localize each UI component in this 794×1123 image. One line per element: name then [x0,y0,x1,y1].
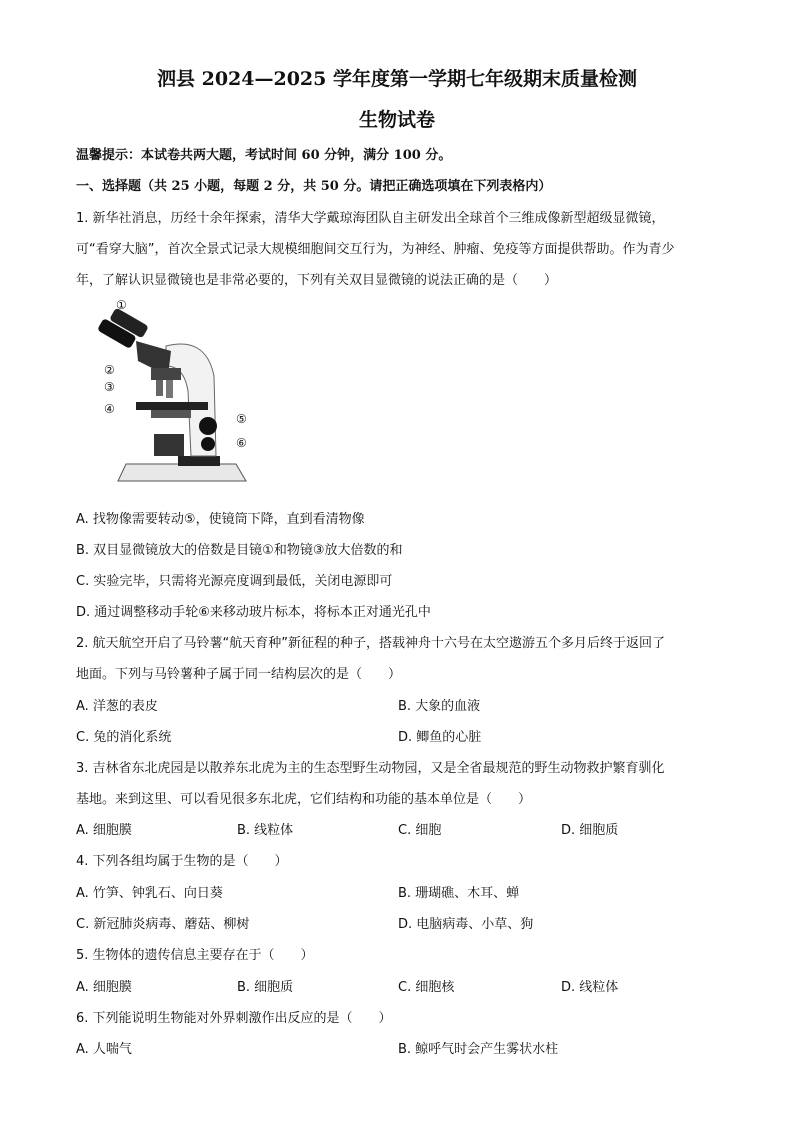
figure-label-6: ⑥ [236,436,247,450]
q1-option-c: C. 实验完毕，只需将光源亮度调到最低，关闭电源即可 [76,574,393,589]
q1-option-a: A. 找物像需要转动⑤，使镜筒下降，直到看清物像 [76,512,365,527]
q6-option-b: B. 鲸呼气时会产生雾状水柱 [398,1042,559,1057]
section-heading: 一、选择题（共 25 小题，每题 2 分，共 50 分。请把正确选项填在下列表格内） [76,179,552,194]
figure-label-4: ④ [104,402,115,416]
q3-option-d: D. 细胞质 [561,823,619,838]
exam-title: 泗县 2024—2025 学年度第一学期七年级期末质量检测 [157,68,637,90]
q2-line-1: 2. 航天航空开启了马铃薯“航天育种”新征程的种子，搭载神舟十六号在太空遨游五个多月后终于返回了 [76,636,666,651]
q5-option-c: C. 细胞核 [398,980,455,995]
q6-line-1: 6. 下列能说明生物能对外界刺激作出反应的是（ ） [76,1011,392,1026]
q2-option-c: C. 兔的消化系统 [76,730,172,745]
figure-label-5: ⑤ [236,412,247,426]
figure-label-3: ③ [104,380,115,394]
microscope-figure [96,296,266,496]
q5-option-b: B. 细胞质 [237,980,294,995]
q5-option-d: D. 线粒体 [561,980,619,995]
q1-line-1: 1. 新华社消息，历经十余年探索，清华大学戴琼海团队自主研发出全球首个三维成像新型超级显微镜， [76,211,665,226]
q4-option-a: A. 竹笋、钟乳石、向日葵 [76,886,223,901]
microscope-icon [96,296,266,496]
q3-line-2: 基地。来到这里、可以看见很多东北虎，它们结构和功能的基本单位是（ ） [76,792,532,807]
figure-label-1: ① [116,298,127,312]
exam-subtitle: 生物试卷 [358,109,435,131]
figure-label-2: ② [104,363,115,377]
notice: 温馨提示：本试卷共两大题，考试时间 60 分钟，满分 100 分。 [76,148,452,163]
q4-option-c: C. 新冠肺炎病毒、蘑菇、柳树 [76,917,250,932]
q1-option-b: B. 双目显微镜放大的倍数是目镜①和物镜③放大倍数的和 [76,543,403,558]
q2-option-a: A. 洋葱的表皮 [76,699,158,714]
q1-line-2: 可“看穿大脑”，首次全景式记录大规模细胞间交互行为，为神经、肿瘤、免疫等方面提供帮助。作为青少 [76,242,675,257]
q2-line-2: 地面。下列与马铃薯种子属于同一结构层次的是（ ） [76,667,402,682]
q3-line-1: 3. 吉林省东北虎园是以散养东北虎为主的生态型野生动物园，又是全省最规范的野生动物救护繁育驯化 [76,761,665,776]
q1-option-d: D. 通过调整移动手轮⑥来移动玻片标本，将标本正对通光孔中 [76,605,431,620]
q4-option-d: D. 电脑病毒、小草、狗 [398,917,534,932]
q3-option-a: A. 细胞膜 [76,823,132,838]
q1-line-3: 年，了解认识显微镜也是非常必要的，下列有关双目显微镜的说法正确的是（ ） [76,273,558,288]
q6-option-a: A. 人喘气 [76,1042,132,1057]
q5-line-1: 5. 生物体的遗传信息主要存在于（ ） [76,948,314,963]
q5-option-a: A. 细胞膜 [76,980,132,995]
q2-option-b: B. 大象的血液 [398,699,481,714]
q4-option-b: B. 珊瑚礁、木耳、蝉 [398,886,520,901]
q3-option-b: B. 线粒体 [237,823,294,838]
q2-option-d: D. 鲫鱼的心脏 [398,730,482,745]
q3-option-c: C. 细胞 [398,823,442,838]
q4-line-1: 4. 下列各组均属于生物的是（ ） [76,854,288,869]
